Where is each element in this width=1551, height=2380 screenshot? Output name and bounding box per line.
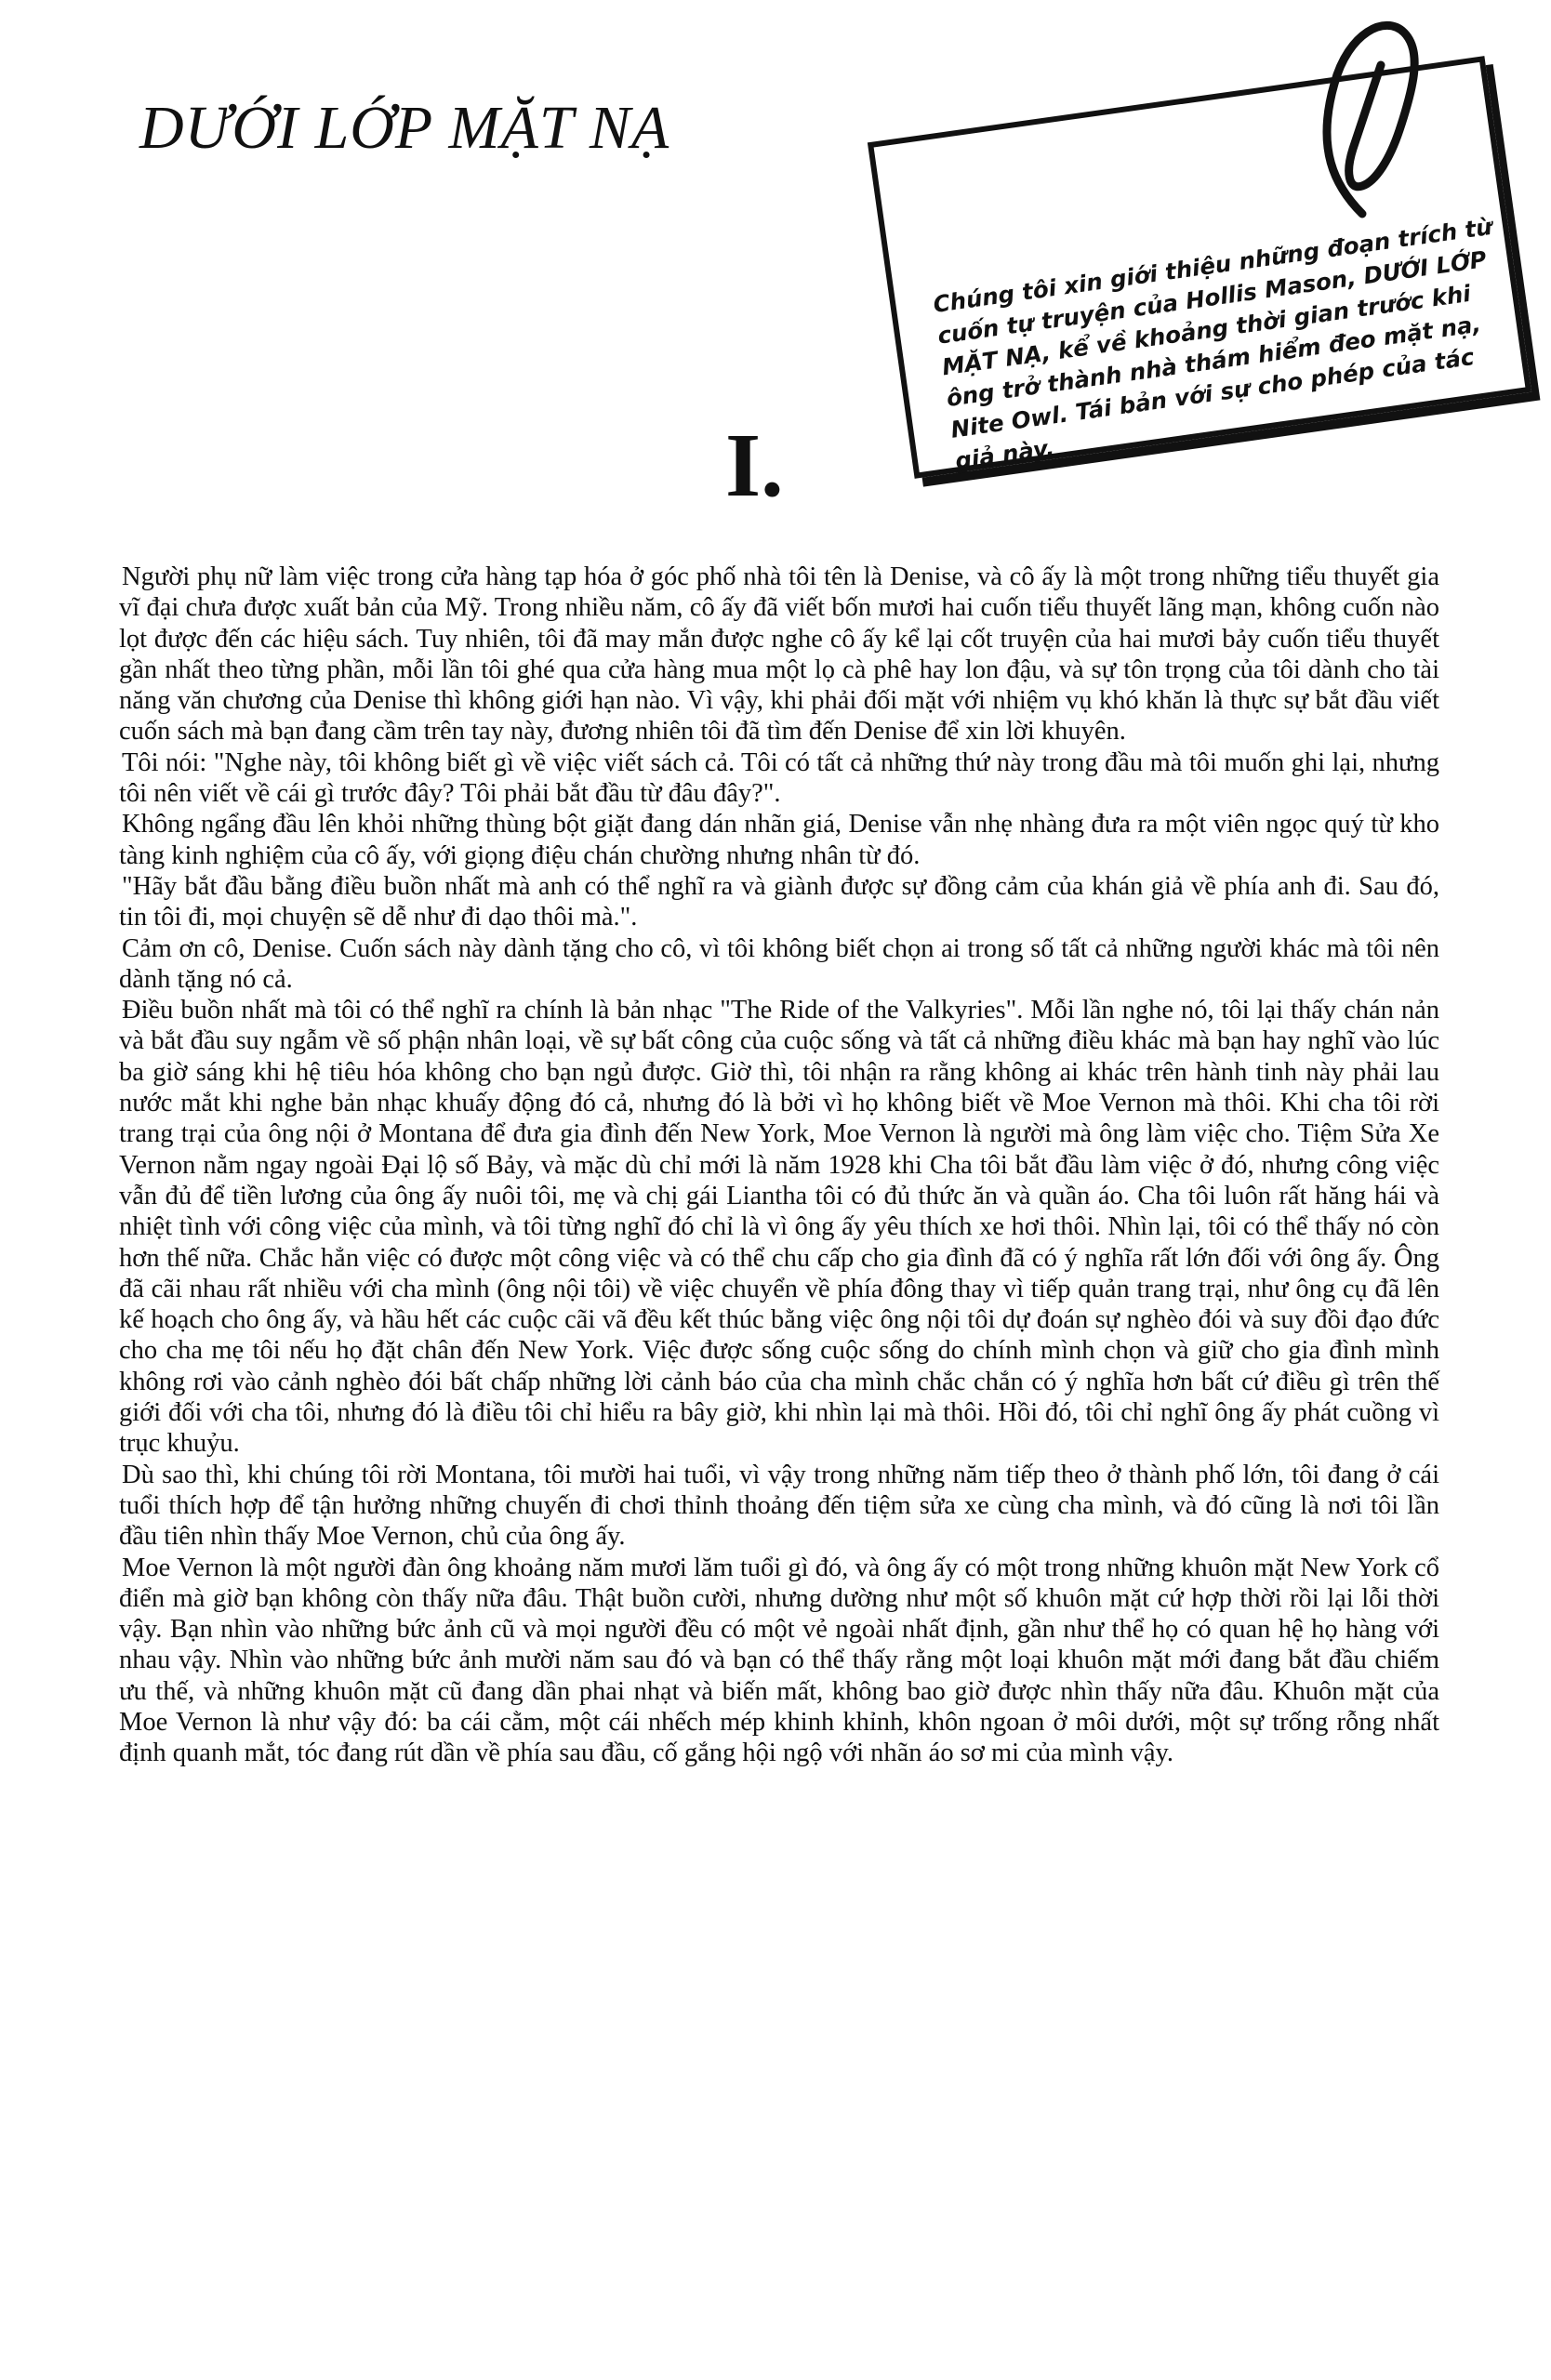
paragraph: "Hãy bắt đầu bằng điều buồn nhất mà anh có thể nghĩ ra và giành được sự đồng cảm của khán giả về phía anh đi. Sau đó, tin tôi đi, mọi chuyện sẽ dễ như đi dạo thôi mà.".: [119, 871, 1439, 932]
paragraph: Tôi nói: "Nghe này, tôi không biết gì về việc viết sách cả. Tôi có tất cả những thứ này trong đầu mà tôi muốn ghi lại, nhưng tôi nên viết về cái gì trước đây? Tôi phải bắt đầu từ đâu đây?".: [119, 747, 1439, 809]
paragraph: Dù sao thì, khi chúng tôi rời Montana, tôi mười hai tuổi, vì vậy trong những năm tiếp theo ở thành phố lớn, tôi đang ở cái tuổi thích hợp để tận hưởng những chuyến đi chơi thỉnh thoảng đến tiệm sửa xe cùng cha mình, và đó cũng là nơi tôi lần đầu tiên nhìn thấy Moe Vernon, chủ của ông ấy.: [119, 1460, 1439, 1552]
page-title: DƯỚI LỚP MẶT NẠ: [139, 94, 670, 162]
note-text: Chúng tôi xin giới thiệu những đoạn trích từ cuốn tự truyện của Hollis Mason, DƯỚI LỚP MẶT NẠ, kể về khoảng thời gian trước khi ông trở thành nhà thám hiểm đeo mặt nạ, Nite Owl. Tái bản với sự cho phép của tác giả này.: [931, 212, 1494, 475]
body-text: [119, 562, 1439, 1769]
paragraph: Moe Vernon là một người đàn ông khoảng năm mươi lăm tuổi gì đó, và ông ấy có một trong những khuôn mặt New York cổ điển mà giờ bạn không còn thấy nữa đâu. Thật buồn cười, nhưng dường như một số khuôn mặt cứ hợp thời rồi lại lỗi thời vậy. Bạn nhìn vào những bức ảnh cũ và mọi người đều có một vẻ ngoài nhất định, gần như thể họ có quan hệ họ hàng với nhau vậy. Nhìn vào những bức ảnh mười năm sau đó và bạn có thể thấy rằng một loại khuôn mặt mới đang bắt đầu chiếm ưu thế, và những khuôn mặt cũ đang dần phai nhạt và biến mất, không bao giờ được nhìn thấy nữa đâu. Khuôn mặt của Moe Vernon là như vậy đó: ba cái cằm, một cái nhếch mép khinh khỉnh, khôn ngoan ở môi dưới, một sự trống rỗng nhất định quanh mắt, tóc đang rút dần về phía sau đầu, cố gắng hội ngộ với nhãn áo sơ mi của mình vậy.: [119, 1553, 1439, 1768]
chapter-number: I.: [725, 416, 784, 516]
paperclip-icon: [1297, 9, 1437, 223]
paragraph: Cảm ơn cô, Denise. Cuốn sách này dành tặng cho cô, vì tôi không biết chọn ai trong số tất cả những người khác mà tôi nên dành tặng nó cả.: [119, 933, 1439, 994]
paragraph: Không ngẩng đầu lên khỏi những thùng bột giặt đang dán nhãn giá, Denise vẫn nhẹ nhàng đưa ra một viên ngọc quý từ kho tàng kinh nghiệm của cô ấy, với giọng điệu chán chường nhưng nhân từ đó.: [119, 810, 1439, 870]
paragraph: Người phụ nữ làm việc trong cửa hàng tạp hóa ở góc phố nhà tôi tên là Denise, và cô ấy là một trong những tiểu thuyết gia vĩ đại chưa được xuất bản của Mỹ. Trong nhiều năm, cô ấy đã viết bốn mươi hai cuốn tiểu thuyết lãng mạn, không cuốn nào lọt được đến các hiệu sách. Tuy nhiên, tôi đã may mắn được nghe cô ấy kể lại cốt truyện của hai mươi bảy cuốn tiểu thuyết gần nhất theo từng phần, mỗi lần tôi ghé qua cửa hàng mua một lọ cà phê hay lon đậu, và sự tôn trọng của tôi dành cho tài năng văn chương của Denise thì không giới hạn nào. Vì vậy, khi phải đối mặt với nhiệm vụ khó khăn là thực sự bắt đầu viết cuốn sách mà bạn đang cầm trên tay này, đương nhiên tôi đã tìm đến Denise để xin lời khuyên.: [119, 562, 1439, 747]
paragraph: Điều buồn nhất mà tôi có thể nghĩ ra chính là bản nhạc "The Ride of the Valkyries". Mỗi lần nghe nó, tôi lại thấy chán nản và bắt đầu suy ngẫm về số phận nhân loại, về sự bất công của cuộc sống và tất cả những điều khác mà bạn hay nghĩ vào lúc ba giờ sáng khi hệ tiêu hóa không cho bạn ngủ được. Giờ thì, tôi nhận ra rằng không ai khác trên hành tinh này phải lau nước mắt khi nghe bản nhạc khuấy động đó cả, nhưng đó là bởi vì họ không biết về Moe Vernon mà thôi. Khi cha tôi rời trang trại của ông nội ở Montana để đưa gia đình đến New York, Moe Vernon là người mà ông làm việc cho. Tiệm Sửa Xe Vernon nằm ngay ngoài Đại lộ số Bảy, và mặc dù chỉ mới là năm 1928 khi Cha tôi bắt đầu làm việc ở đó, nhưng công việc vẫn đủ để tiền lương của ông ấy nuôi tôi, mẹ và chị gái Liantha tôi có đủ thức ăn và quần áo. Cha tôi luôn rất hăng hái và nhiệt tình với công việc của mình, và tôi từng nghĩ đó chỉ là vì ông ấy yêu thích xe hơi thôi. Nhìn lại, tôi có thể thấy nó còn hơn thế nữa. Chắc hẳn việc có được một công việc và có thể chu cấp cho gia đình đã có ý nghĩa rất lớn đối với ông ấy. Ông đã cãi nhau rất nhiều với cha mình (ông nội tôi) về việc chuyển về phía đông thay vì tiếp quản trang trại, như ông cụ đã lên kế hoạch cho ông ấy, và hầu hết các cuộc cãi vã đều kết thúc bằng việc ông nội tôi dự đoán sự nghèo đói và suy đồi đạo đức cho cha mẹ tôi nếu họ đặt chân đến New York. Việc được sống cuộc sống do chính mình chọn và giữ cho gia đình mình không rơi vào cảnh nghèo đói bất chấp những lời cảnh báo của cha mình chắc chắn có ý nghĩa hơn bất cứ điều gì trên thế giới đối với cha tôi, nhưng đó là điều tôi chỉ hiểu ra bây giờ, khi nhìn lại mà thôi. Hồi đó, tôi chỉ nghĩ ông ấy phát cuồng vì trục khuỷu.: [119, 996, 1439, 1459]
